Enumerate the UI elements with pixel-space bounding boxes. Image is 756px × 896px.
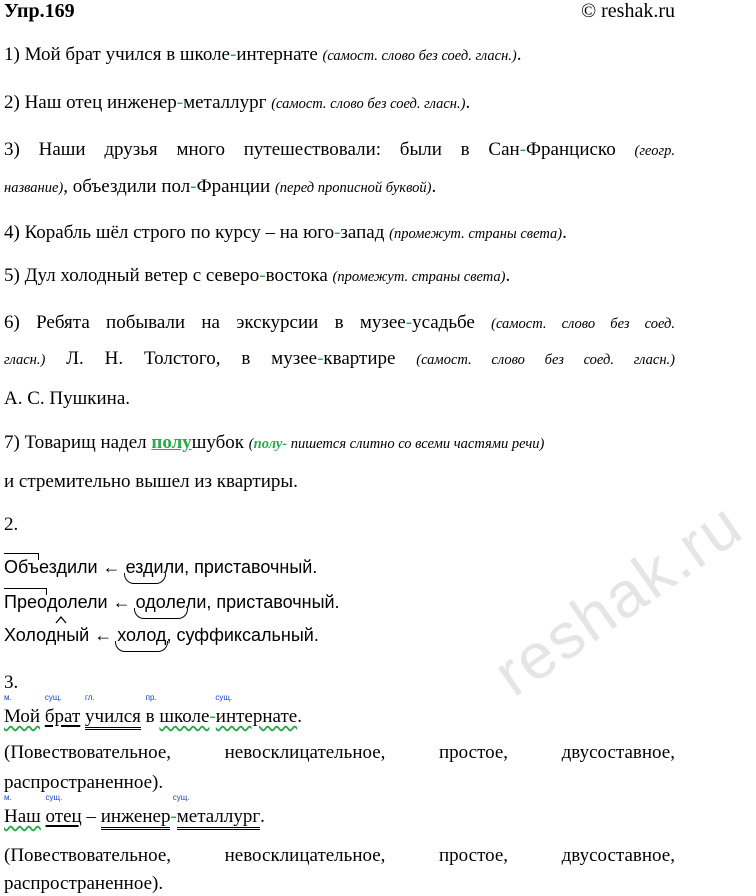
item-3-line-2: название), объездили пол-Франции (перед прописной буквой). [4, 176, 437, 197]
morph-row-3: Холод ный ← холод, суффиксальный. [4, 625, 319, 646]
prefix-mark [4, 553, 39, 560]
polu-highlight: полу [151, 432, 192, 453]
item-6-line-3: А. С. Пушкина. [4, 388, 130, 409]
item-6-line-1: 6) Ребята побывали на экскурсии в музее-усадьбе (самост. слово без соед. [4, 312, 676, 333]
item-5: 5) Дул холодный ветер с северо-востока (промежут. страны света). [4, 265, 511, 286]
description-1-line-1: (Повествовательное, невосклицательное, простое, двусоставное, [4, 742, 675, 763]
description-2-line-1: (Повествовательное, невосклицательное, простое, двусоставное, [4, 845, 675, 866]
item-2: 2) Наш отец инженер-металлург (самост. слово без соед. гласн.). [4, 92, 471, 113]
item-7-line-2: и стремительно вышел из квартиры. [4, 471, 298, 492]
description-1-line-2: распространенное). [4, 772, 164, 793]
site-credit: © reshak.ru [580, 0, 675, 22]
description-2-line-2: распространенное). [4, 873, 164, 894]
root-mark [124, 573, 166, 584]
item-3-line-1: 3) Наши друзья много путешествовали: были в Сан-Франциско (геогр. [4, 139, 675, 160]
section-2-number: 2. [4, 514, 19, 535]
morph-row-1: Объездили ← ездили, приставочный. [4, 557, 317, 578]
parsed-sentence-2: м. Наш сущ. отец – сущ. инженер-металлург. [4, 806, 265, 828]
root-mark [134, 608, 188, 619]
item-4: 4) Корабль шёл строго по курсу – на юго-запад (промежут. страны света). [4, 222, 567, 243]
root-mark [115, 641, 168, 652]
prefix-mark [4, 588, 47, 595]
morph-row-2: Преодолели ← одолели, приставочный. [4, 592, 340, 613]
item-1: 1) Мой брат учился в школе-интернате (самост. слово без соед. гласн.). [4, 44, 522, 65]
watermark: reshak.ru [480, 487, 756, 710]
parsed-sentence-1: м. Мой сущ. брат гл. учился пр. в сущ. школе-интернате. [4, 706, 302, 728]
suffix-mark-icon [56, 617, 66, 623]
exercise-title: Упр.169 [4, 0, 75, 22]
section-3-number: 3. [4, 672, 19, 693]
item-7-line-1: 7) Товарищ надел полушубок (полу- пишется слитно со всеми частями речи) [4, 432, 545, 453]
item-6-line-2: гласн.) Л. Н. Толстого, в музее-квартире (самост. слово без соед. гласн.) [4, 348, 675, 369]
